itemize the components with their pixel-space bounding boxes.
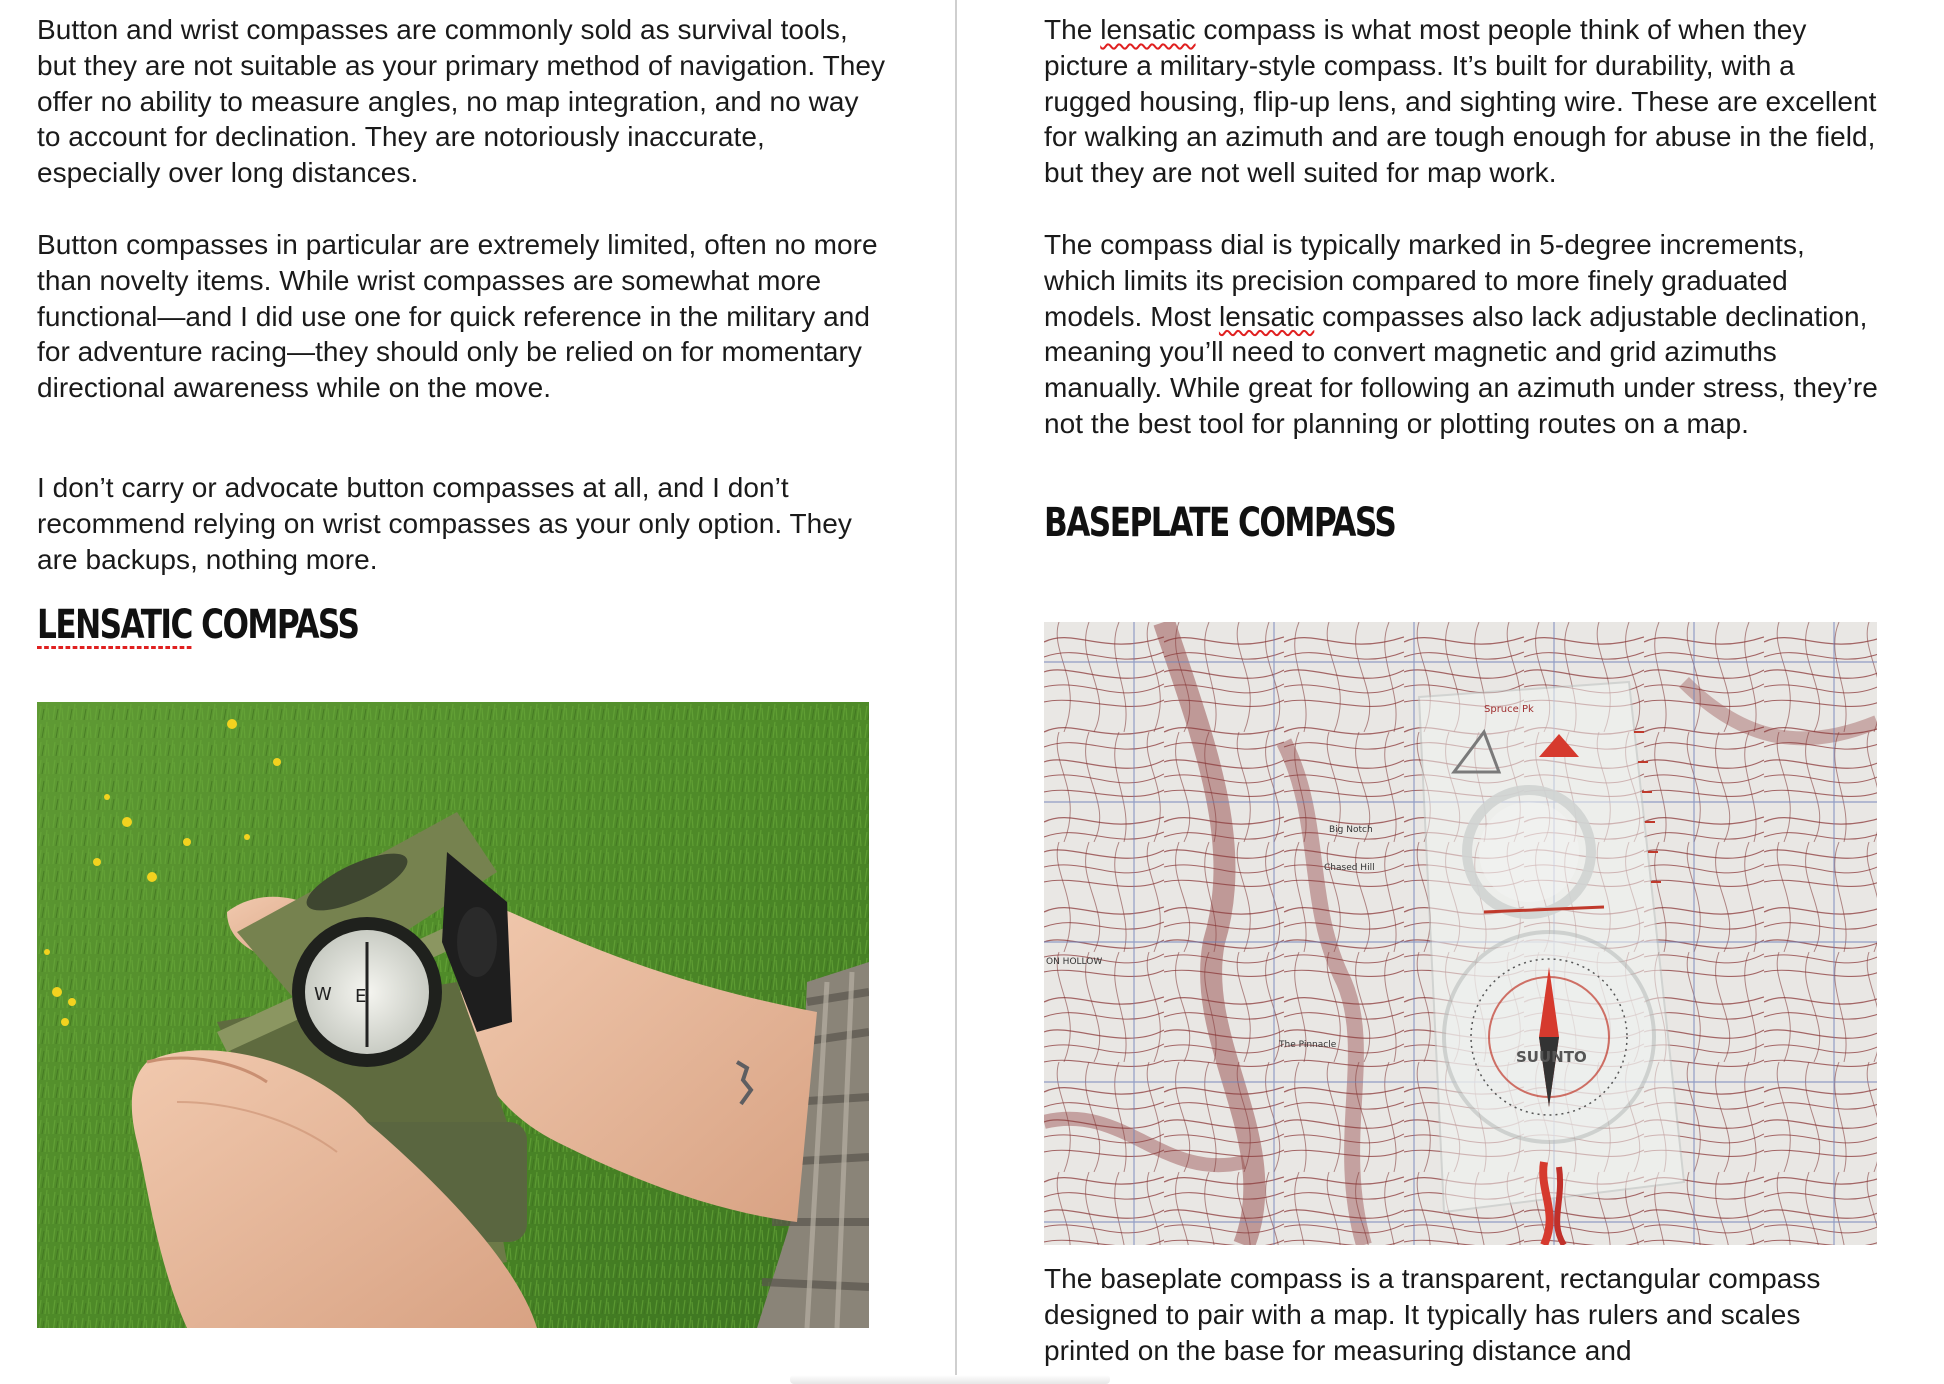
map-label: Spruce Pk <box>1484 704 1534 715</box>
left-page <box>0 0 955 1384</box>
compass-west-letter: W <box>314 984 332 1005</box>
misspelled-word: LENSATIC <box>37 602 192 648</box>
heading-lensatic-compass: LENSATIC COMPASS <box>37 602 359 648</box>
paragraph-button-compasses-limited: Button compasses in particular are extremely limited, often no more than novelty items. While wrist compasses are somewhat more functional—and I did use one for quick reference in the military and for adventure racing—they should only be relied on for momentary directional awareness while on the move. <box>37 229 878 404</box>
map-label: Big Notch <box>1329 825 1373 835</box>
heading-baseplate-compass: BASEPLATE COMPASS <box>1044 500 1396 546</box>
misspelled-word: lensatic <box>1100 14 1196 45</box>
paragraph-button-wrist-intro: Button and wrist compasses are commonly sold as survival tools, but they are not suitable as your primary method of navigation. They offer no ability to measure angles, no map integration, and no way to account for declination. They are notoriously inaccurate, especially over long distances. <box>37 14 886 189</box>
right-page <box>957 0 1944 1384</box>
lensatic-compass-photo <box>37 702 869 1328</box>
paragraph-lensatic-intro: The lensatic compass is what most people think of when they picture a military-style compass. It’s built for durability, with a rugged housing, flip-up lens, and sighting wire. These are excellent for walking an azimuth and are tough enough for abuse in the field, but they are not well suited for map work. <box>1044 14 1877 189</box>
paragraph-baseplate-intro: The baseplate compass is a transparent, rectangular compass designed to pair with a map. It typically has rulers and scales printed on the base for measuring distance and <box>1044 1263 1821 1366</box>
page-bottom-shadow <box>790 1375 1110 1384</box>
baseplate-compass-photo <box>1044 622 1877 1245</box>
misspelled-word: lensatic <box>1218 300 1315 332</box>
compass-brand: SUUNTO <box>1516 1048 1587 1066</box>
map-label: The Pinnacle <box>1279 1040 1337 1050</box>
map-label: ON HOLLOW <box>1046 957 1103 967</box>
map-label: Chased Hill <box>1324 863 1375 873</box>
paragraph-backups: I don’t carry or advocate button compasses at all, and I don’t recommend relying on wrist compasses as your only option. They are backups, nothing more. <box>37 472 852 575</box>
compass-east-letter: E <box>355 986 367 1007</box>
paragraph-dial-increments: The compass dial is typically marked in 5-degree increments, which limits its precision compared to more finely graduated models. Most lensatic compasses also lack adjustable declination, meaning you’ll need to convert magnetic and grid azimuths manually. While great for following an azimuth under stress, they’re not the best tool for planning or plotting routes on a map. <box>1044 229 1878 439</box>
